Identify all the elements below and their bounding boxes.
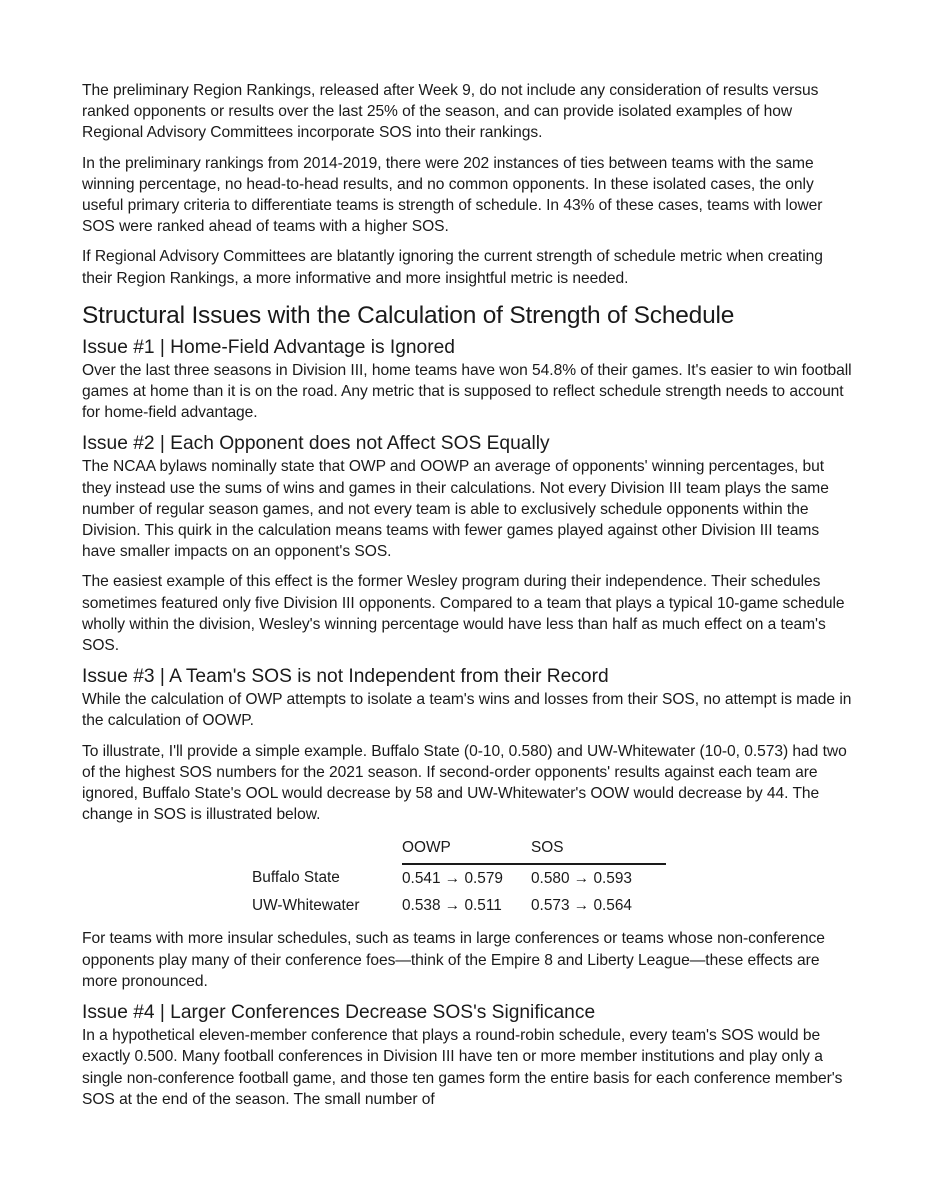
table-cell-team: UW-Whitewater	[252, 896, 360, 914]
table-cell-oowp: 0.538 → 0.511	[402, 896, 502, 914]
issue-3-heading: Issue #3 | A Team's SOS is not Independent from their Record	[82, 666, 609, 688]
table-cell-oowp: 0.541 → 0.579	[402, 864, 531, 892]
section-title: Structural Issues with the Calculation of Strength of Schedule	[82, 301, 735, 329]
issue-4-paragraph-1: In a hypothetical eleven-member conference that plays a round-robin schedule, every team's SOS would be exactly 0.500. Many football conferences in Division III have ten or more member institutions and play only a single non-conference football game, and those ten games form the entire basis for each conference member's SOS at the end of the season. The small number of	[82, 1027, 843, 1108]
table-cell-sos: 0.573 → 0.564	[531, 896, 632, 914]
table-header-sos: SOS	[531, 838, 564, 856]
table-header-team	[252, 834, 402, 864]
table-header-oowp: OOWP	[402, 838, 451, 856]
table-header-row	[252, 834, 666, 864]
issue-1-heading: Issue #1 | Home-Field Advantage is Ignored	[82, 336, 455, 358]
issue-3-paragraph-2: To illustrate, I'll provide a simple example. Buffalo State (0-10, 0.580) and UW-Whitewater (10-0, 0.573) had two of the highest SOS numbers for the 2021 season. If second-order opponents' results against each team are ignored, Buffalo State's OOL would decrease by 58 and UW-Whitewater's OOW would decrease by 44. The change in SOS is illustrated below.	[82, 742, 847, 824]
table-cell-sos: 0.580 → 0.593	[531, 864, 666, 892]
intro-paragraph-1: The preliminary Region Rankings, released after Week 9, do not include any consideration of results versus ranked opponents or results over the last 25% of the season, and can provide isolated examples of how Regional Advisory Committees incorporate SOS into their rankings.	[82, 82, 819, 142]
issue-3-paragraph-3: For teams with more insular schedules, such as teams in large conferences or teams whose non-conference opponents play many of their conference foes—think of the Empire 8 and Liberty League—these effects are more pronounced.	[82, 930, 825, 990]
table-row	[252, 892, 666, 919]
sos-change-table	[252, 834, 666, 919]
table-row	[252, 864, 666, 892]
issue-2-paragraph-1: The NCAA bylaws nominally state that OWP and OOWP an average of opponents' winning percentages, but they instead use the sums of wins and games in their calculations. Not every Division III team plays the same number of regular season games, and not every team is able to exclusively schedule opponents within the Division. This quirk in the calculation means teams with fewer games played against other Division III teams have smaller impacts on an opponent's SOS.	[82, 458, 829, 561]
intro-paragraph-3: If Regional Advisory Committees are blatantly ignoring the current strength of schedule metric when creating their Region Rankings, a more informative and more insightful metric is needed.	[82, 248, 823, 287]
issue-4-heading: Issue #4 | Larger Conferences Decrease SOS's Significance	[82, 1002, 596, 1024]
intro-paragraph-2: In the preliminary rankings from 2014-2019, there were 202 instances of ties between teams with the same winning percentage, no head-to-head results, and no common opponents. In these isolated cases, the only useful primary criteria to differentiate teams is strength of schedule. In 43% of these cases, teams with lower SOS were ranked ahead of teams with a higher SOS.	[82, 154, 823, 236]
issue-2-heading: Issue #2 | Each Opponent does not Affect SOS Equally	[82, 433, 550, 455]
issue-1-paragraph-1: Over the last three seasons in Division III, home teams have won 54.8% of their games. It's easier to win football games at home than it is on the road. Any metric that is supposed to reflect schedule strength needs to account for home-field advantage.	[82, 361, 852, 422]
table-cell-team: Buffalo State	[252, 869, 340, 887]
issue-2-paragraph-2: The easiest example of this effect is the former Wesley program during their independence. Their schedules sometimes featured only five Division III opponents. Compared to a team that plays a typical 10-game schedule wholly within the division, Wesley's winning percentage would have less than half as much effect on a team's SOS.	[82, 573, 845, 655]
issue-3-paragraph-1: While the calculation of OWP attempts to isolate a team's wins and losses from their SOS, no attempt is made in the calculation of OOWP.	[82, 691, 852, 730]
document-page	[82, 80, 852, 1119]
